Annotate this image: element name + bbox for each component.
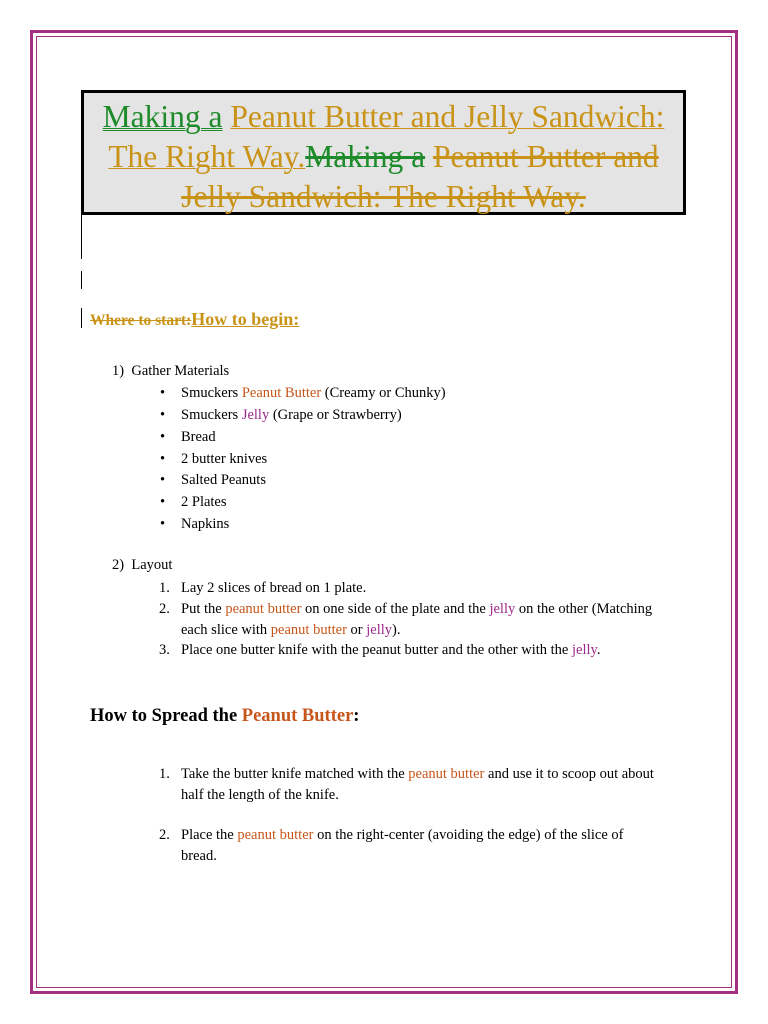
step-text: or — [346, 622, 367, 638]
layout-step — [159, 578, 367, 599]
bullet-icon: • — [160, 516, 166, 532]
step-text: . — [596, 642, 601, 658]
step-highlight: peanut butter — [408, 766, 485, 782]
item-text: Bread — [181, 429, 216, 445]
step-text: Lay 2 slices of bread on 1 plate. — [181, 580, 367, 596]
step-number: 2. — [159, 827, 170, 843]
step-highlight: jelly — [571, 642, 597, 658]
layout-step — [159, 640, 681, 661]
change-bar-2 — [81, 271, 82, 289]
spread-heading-text: How to Spread the — [90, 706, 242, 726]
bullet-icon: • — [160, 451, 166, 467]
spread-heading — [90, 706, 359, 727]
bullet-icon: • — [160, 429, 166, 445]
bullet-icon: • — [160, 407, 166, 423]
item-text: 2 butter knives — [181, 451, 268, 467]
title-inserted-part1: Making a — [102, 99, 223, 134]
title-inserted-part2: Peanut Butter and Jelly Sandwich: The Right Way. — [108, 99, 665, 174]
step-text: Place the — [181, 827, 238, 843]
title-box — [81, 90, 686, 215]
bullet-icon: • — [160, 385, 166, 401]
item-text: (Creamy or Chunky) — [321, 385, 446, 401]
begin-heading-inserted: How to begin: — [191, 309, 300, 329]
item-text: Salted Peanuts — [181, 472, 266, 488]
step-number: 1. — [159, 580, 170, 596]
step-highlight: jelly — [366, 622, 393, 638]
spread-heading-text: : — [353, 706, 360, 726]
step-number: 2. — [159, 601, 170, 617]
step-highlight: peanut butter — [237, 827, 314, 843]
step-highlight: jelly — [489, 601, 516, 617]
step-number: 1. — [159, 766, 170, 782]
materials-label: Gather Materials — [131, 363, 230, 379]
step-text: and use it to scoop out about — [484, 766, 654, 782]
list-item — [160, 407, 402, 424]
materials-header — [112, 363, 229, 380]
list-item — [160, 494, 227, 511]
layout-label: Layout — [131, 557, 173, 573]
item-text: 2 Plates — [181, 494, 227, 510]
step-text: Place one butter knife with the peanut butter and the other with the — [181, 642, 572, 658]
step-text: on the right-center (avoiding the edge) of the slice of — [313, 827, 624, 843]
spread-heading-highlight: Peanut Butter — [241, 706, 354, 726]
step-text: ). — [392, 622, 401, 638]
list-item — [160, 429, 216, 446]
step-text: each slice with — [181, 622, 271, 638]
step-text: Take the butter knife matched with the — [181, 766, 409, 782]
layout-number: 2) — [112, 557, 125, 573]
step-text: bread. — [181, 848, 217, 864]
list-item — [160, 516, 230, 533]
step-number: 3. — [159, 642, 170, 658]
spread-step — [159, 764, 701, 806]
step-highlight: peanut butter — [225, 601, 302, 617]
title-deleted-part1: Making a — [305, 139, 426, 174]
spread-step — [159, 825, 701, 867]
item-highlight: Jelly — [241, 407, 270, 423]
item-text: (Grape or Strawberry) — [269, 407, 402, 423]
materials-number: 1) — [112, 363, 125, 379]
begin-heading — [90, 309, 299, 330]
step-text: on the other (Matching — [515, 601, 653, 617]
step-text: half the length of the knife. — [181, 787, 339, 803]
bullet-icon: • — [160, 494, 166, 510]
item-highlight: Peanut Butter — [241, 385, 322, 401]
bullet-icon: • — [160, 472, 166, 488]
title-deleted-part2: Peanut Butter and Jelly Sandwich: The Right Way. — [181, 139, 659, 214]
item-text: Smuckers — [181, 407, 242, 423]
change-bar-3 — [81, 308, 82, 328]
change-bar-1 — [81, 215, 82, 259]
list-item — [160, 385, 446, 402]
step-text: on one side of the plate and the — [301, 601, 490, 617]
list-item — [160, 451, 268, 468]
layout-header — [112, 557, 172, 574]
step-highlight: peanut butter — [270, 622, 347, 638]
layout-step — [159, 599, 681, 641]
begin-heading-deleted: Where to start: — [90, 312, 192, 329]
step-text: Put the — [181, 601, 226, 617]
list-item — [160, 472, 266, 489]
item-text: Napkins — [181, 516, 230, 532]
item-text: Smuckers — [181, 385, 242, 401]
